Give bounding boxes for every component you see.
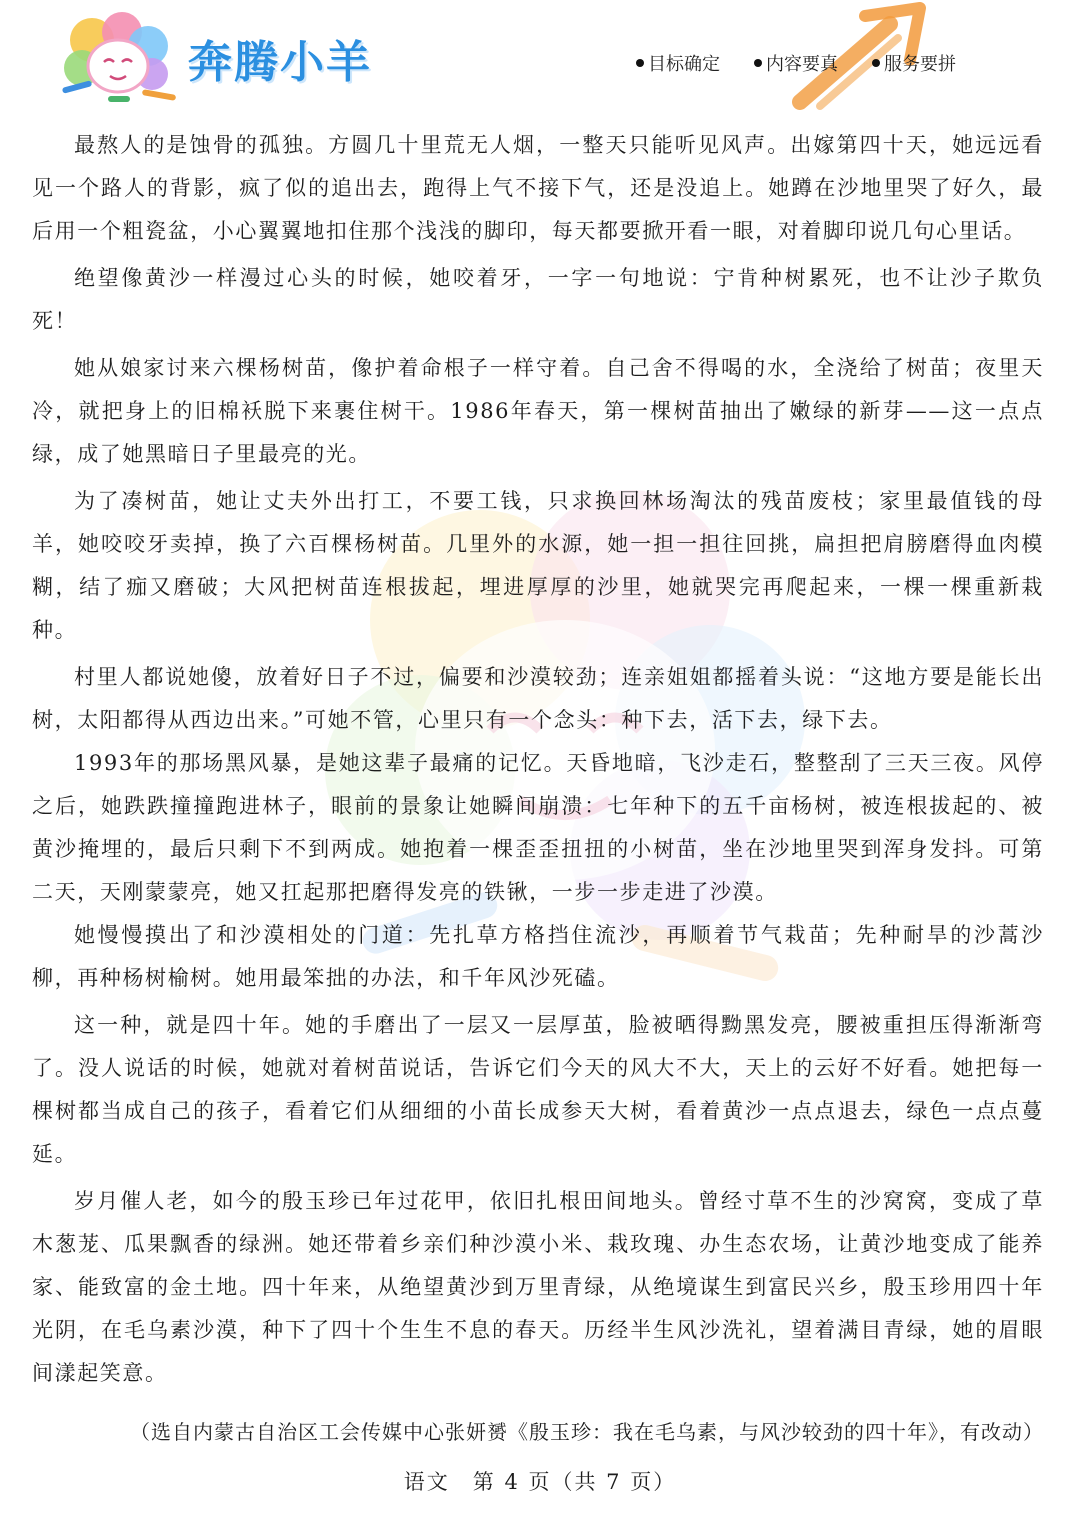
article-body <box>32 124 1044 1399</box>
header-tag-label: 服务要拼 <box>884 54 956 75</box>
header-tag <box>872 50 956 76</box>
paragraph: 村里人都说她傻，放着好日子不过，偏要和沙漠较劲；连亲姐姐都摇着头说：“这地方要是能长出树，太阳都得从西边出来。”可她不管，心里只有一个念头：种下去，活下去，绿下去。 <box>32 665 1044 732</box>
paragraph: 为了凑树苗，她让丈夫外出打工，不要工钱，只求换回林场淘汰的残苗废枝；家里最值钱的母羊，她咬咬牙卖掉，换了六百棵杨树苗。几里外的水源，她一担一担往回挑，扁担把肩膀磨得血肉模糊，结了痂又磨破；大风把树苗连根拔起，埋进厚厚的沙里，她就哭完再爬起来，一棵一棵重新栽种。 <box>32 489 1044 642</box>
header-tag-label: 目标确定 <box>648 54 720 75</box>
header-tag <box>636 50 720 76</box>
source-citation: （选自内蒙古自治区工会传媒中心张妍赟《殷玉珍：我在毛乌素，与风沙较劲的四十年》，有改动） <box>130 1420 1044 1444</box>
bullet-icon <box>636 59 644 67</box>
paragraph: 最熬人的是蚀骨的孤独。方圆几十里荒无人烟，一整天只能听见风声。出嫁第四十天，她远远看见一个路人的背影，疯了似的追出去，跑得上气不接下气，还是没追上。她蹲在沙地里哭了好久，最后用一个粗瓷盆，小心翼翼地扣住那个浅浅的脚印，每天都要掀开看一眼，对着脚印说几句心里话。 <box>32 133 1044 243</box>
page-header <box>0 0 1080 120</box>
paragraph: 岁月催人老，如今的殷玉珍已年过花甲，依旧扎根田间地头。曾经寸草不生的沙窝窝，变成了草木葱茏、瓜果飘香的绿洲。她还带着乡亲们种沙漠小米、栽玫瑰、办生态农场，让黄沙地变成了能养家、能致富的金土地。四十年来，从绝望黄沙到万里青绿，从绝境谋生到富民兴乡，殷玉珍用四十年光阴，在毛乌素沙漠，种下了四十个生生不息的春天。历经半生风沙洗礼，望着满目青绿，她的眉眼间漾起笑意。 <box>32 1189 1044 1385</box>
header-tag <box>754 50 838 76</box>
bullet-icon <box>872 59 880 67</box>
header-tags <box>636 50 956 76</box>
bullet-icon <box>754 59 762 67</box>
paragraph: 这一种，就是四十年。她的手磨出了一层又一层厚茧，脸被晒得黝黑发亮，腰被重担压得渐渐弯了。没人说话的时候，她就对着树苗说话，告诉它们今天的风大不大，天上的云好不好看。她把每一棵树都当成自己的孩子，看着它们从细细的小苗长成参天大树，看着黄沙一点点退去，绿色一点点蔓延。 <box>32 1013 1044 1166</box>
brand-name: 奔腾小羊 <box>188 37 372 88</box>
paragraph: 绝望像黄沙一样漫过心头的时候，她咬着牙，一字一句地说：宁肯种树累死，也不让沙子欺负死！ <box>32 266 1044 333</box>
header-tag-label: 内容要真 <box>766 54 838 75</box>
logo-mark-icon <box>52 10 188 110</box>
paragraph: 她慢慢摸出了和沙漠相处的门道：先扎草方格挡住流沙，再顺着节气栽苗；先种耐旱的沙蒿沙柳，再种杨树榆树。她用最笨拙的办法，和千年风沙死磕。 <box>32 923 1044 990</box>
paragraph: 她从娘家讨来六棵杨树苗，像护着命根子一样守着。自己舍不得喝的水，全浇给了树苗；夜里天冷，就把身上的旧棉袄脱下来裹住树干。1986年春天，第一棵树苗抽出了嫩绿的新芽——这一点点绿，成了她黑暗日子里最亮的光。 <box>32 356 1044 466</box>
paragraph: 1993年的那场黑风暴，是她这辈子最痛的记忆。天昏地暗，飞沙走石，整整刮了三天三夜。风停之后，她跌跌撞撞跑进林子，眼前的景象让她瞬间崩溃：七年种下的五千亩杨树，被连根拔起的、被黄沙掩埋的，最后只剩下不到两成。她抱着一棵歪歪扭扭的小树苗，坐在沙地里哭到浑身发抖。可第二天，天刚蒙蒙亮，她又扛起那把磨得发亮的铁锹，一步一步走进了沙漠。 <box>32 751 1044 904</box>
page-footer: 语文 第 4 页（共 7 页） <box>403 1470 677 1494</box>
